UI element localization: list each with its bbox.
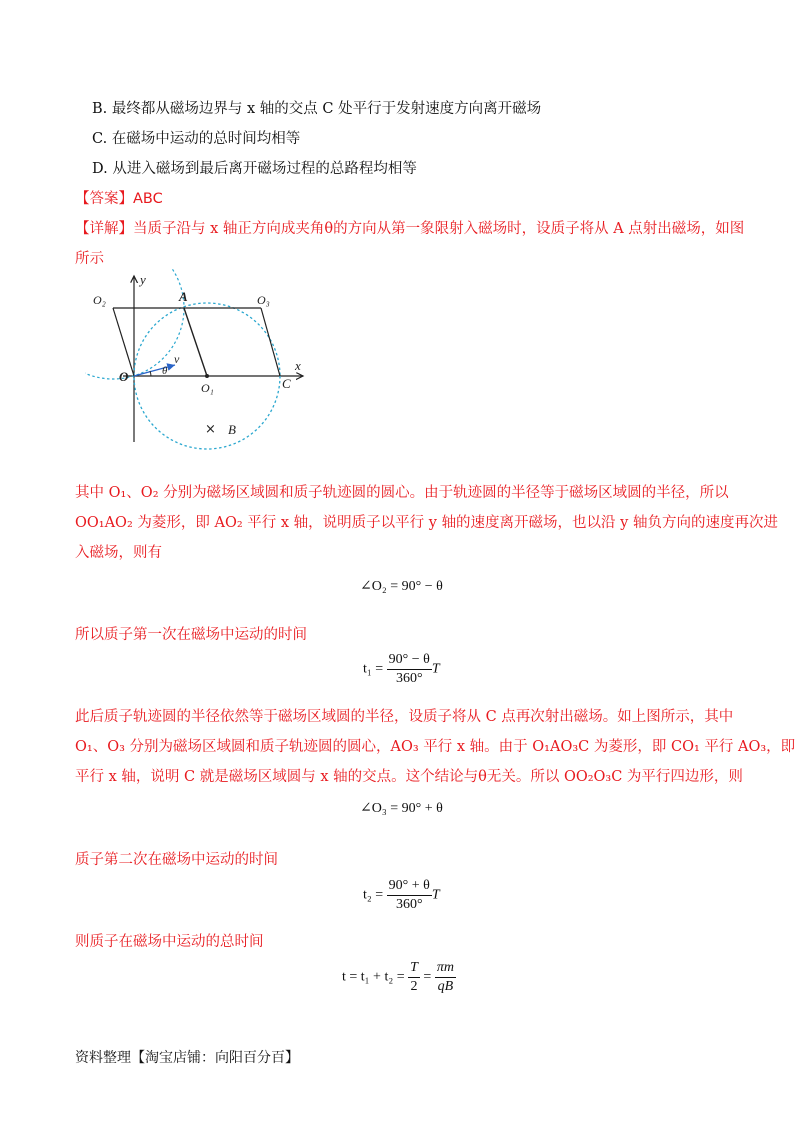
option-d: D. 从进入磁场到最后离开磁场过程的总路程均相等 (92, 161, 417, 177)
eq-t2-tail: T (431, 887, 440, 903)
eq-t-mid: = (423, 969, 432, 985)
segment-o3-c (261, 308, 280, 376)
eq-t-den1: 2 (410, 979, 418, 994)
detail-tag: 【详解】 (75, 221, 133, 237)
detail-line-2: 所示 (75, 251, 104, 267)
velocity-arrow (134, 365, 175, 376)
eq-t-den2: qB (437, 979, 454, 994)
label-o2: O₂ (93, 293, 106, 307)
detail-p2-line2: OO₁AO₂ 为菱形，即 AO₂ 平行 x 轴，说明质子以平行 y 轴的速度离开磁场，也以沿 y 轴负方向的速度再次进 (75, 515, 778, 531)
detail-p5: 质子第二次在磁场中运动的时间 (75, 852, 278, 868)
eq-t2-lhs: t₂ = (363, 887, 384, 903)
eq-t1-den: 360° (395, 671, 423, 686)
equation-total-t (342, 960, 456, 995)
eq-t2-num: 90° + θ (387, 878, 432, 896)
answer-tag: 【答案】 (75, 191, 133, 207)
eq-t-num2: πm (435, 960, 456, 978)
detail-p2-line3: 入磁场，则有 (75, 545, 162, 561)
label-v: v (174, 352, 180, 366)
answer-value: ABC (133, 191, 163, 207)
label-x: x (295, 358, 301, 373)
eq-t-lhs: t = t₁ + t₂ = (342, 969, 405, 985)
label-o1: O₁ (201, 381, 214, 395)
eq-t2-den: 360° (395, 897, 423, 912)
segment-o2-o (113, 308, 134, 376)
detail-p4-line1: 此后质子轨迹圆的半径依然等于磁场区域圆的半径，设质子将从 C 点再次射出磁场。如上图所示，其中 (75, 709, 734, 725)
detail-text: 当质子沿与 x 轴正方向成夹角θ的方向从第一象限射入磁场时，设质子将从 A 点射出磁场，如图 (133, 221, 745, 237)
label-a: A (179, 289, 188, 304)
cross-icon: × (205, 422, 216, 437)
eq-t-frac2 (435, 960, 456, 995)
detail-line-1 (75, 219, 744, 239)
label-c: C (282, 376, 291, 391)
detail-p3: 所以质子第一次在磁场中运动的时间 (75, 627, 307, 643)
point-o1 (205, 374, 209, 378)
eq-t1-num: 90° − θ (387, 652, 432, 670)
eq-t1-lhs: t₁ = (363, 661, 384, 677)
label-b: B (228, 422, 236, 437)
equation-t2 (363, 878, 440, 913)
detail-p4-line3: 平行 x 轴，说明 C 就是磁场区域圆与 x 轴的交点。这个结论与θ无关。所以 OO₂O₃C 为平行四边形，则 (75, 769, 743, 785)
equation-angle-o2: ∠O₂ = 90° − θ (360, 579, 443, 594)
label-o: O (119, 369, 129, 384)
equation-t1 (363, 652, 440, 687)
magnetic-field-diagram (85, 268, 325, 454)
footer-source: 资料整理【淘宝店铺：向阳百分百】 (75, 1050, 299, 1066)
segment-a-o1 (184, 308, 207, 376)
eq-t-num1: T (408, 960, 420, 978)
option-c: C. 在磁场中运动的总时间均相等 (92, 131, 301, 147)
option-b: B. 最终都从磁场边界与 x 轴的交点 C 处平行于发射速度方向离开磁场 (92, 101, 542, 117)
label-theta: θ (162, 365, 168, 377)
label-y: y (140, 272, 146, 287)
eq-t-frac1 (408, 960, 420, 995)
eq-t1-tail: T (431, 661, 440, 677)
eq-t1-frac (387, 652, 432, 687)
equation-angle-o3: ∠O₃ = 90° + θ (360, 801, 443, 816)
eq-t2-frac (387, 878, 432, 913)
answer-line (75, 189, 163, 209)
detail-p4-line2: O₁、O₃ 分别为磁场区域圆和质子轨迹圆的圆心，AO₃ 平行 x 轴。由于 O₁AO₃C 为菱形，即 CO₁ 平行 AO₃，即 (75, 739, 796, 755)
label-o3: O₃ (257, 293, 270, 307)
detail-p2-line1: 其中 O₁、O₂ 分别为磁场区域圆和质子轨迹圆的圆心。由于轨迹圆的半径等于磁场区域圆的半径，所以 (75, 485, 729, 501)
detail-p6: 则质子在磁场中运动的总时间 (75, 934, 264, 950)
